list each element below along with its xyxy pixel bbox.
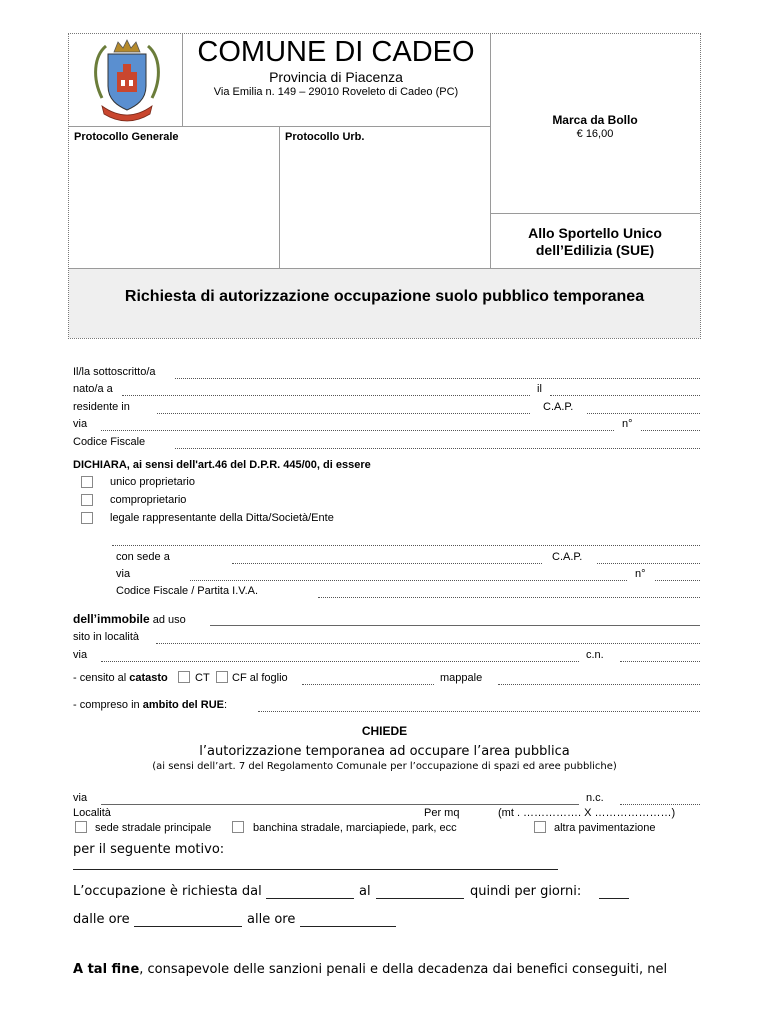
occupazione-label: L’occupazione è richiesta dal — [73, 884, 262, 899]
legale-rappresentante-label: legale rappresentante della Ditta/Società/Ente — [110, 512, 334, 524]
immobile-via-field[interactable] — [101, 661, 579, 662]
sottoscritto-label: Il/la sottoscritto/a — [73, 366, 156, 378]
immobile-uso-field[interactable] — [210, 625, 700, 626]
con-sede-label: con sede a — [116, 551, 170, 563]
immobile-label: dell’immobile ad uso — [73, 612, 186, 626]
ditta-field[interactable] — [112, 545, 700, 546]
divider — [279, 126, 280, 268]
ditta-cap-label: C.A.P. — [552, 551, 583, 563]
motivo-field[interactable] — [73, 869, 558, 870]
sportello-line1: Allo Sportello Unico — [528, 225, 662, 241]
foglio-field[interactable] — [302, 684, 434, 685]
motivo-label: per il seguente motivo: — [73, 842, 225, 857]
data-al-field[interactable] — [376, 898, 464, 899]
legale-rappresentante-checkbox[interactable] — [81, 512, 93, 524]
banchina-label: banchina stradale, marciapiede, park, ecc — [253, 822, 457, 834]
chiede-testo: l’autorizzazione temporanea ad occupare l’area pubblica — [199, 744, 570, 759]
ditta-via-label: via — [116, 568, 131, 580]
sito-localita-field[interactable] — [156, 643, 700, 644]
unico-proprietario-label: unico proprietario — [110, 476, 195, 488]
rue-field[interactable] — [258, 711, 700, 712]
ct-checkbox[interactable] — [178, 671, 190, 683]
cf-piva-field[interactable] — [318, 597, 700, 598]
nc-field[interactable] — [620, 804, 700, 805]
cf-checkbox[interactable] — [216, 671, 228, 683]
importo-bollo: € 16,00 — [576, 128, 614, 140]
area-localita-label: Località — [73, 807, 111, 819]
sottoscritto-field[interactable] — [175, 378, 700, 379]
sito-localita-label: sito in località — [73, 631, 140, 643]
provincia: Provincia di Piacenza — [269, 69, 403, 85]
area-via-label: via — [73, 792, 88, 804]
protocollo-urb-label: Protocollo Urb. — [285, 131, 365, 143]
codice-fiscale-label: Codice Fiscale — [73, 436, 146, 448]
sportello-line2: dell’Edilizia (SUE) — [535, 242, 655, 258]
indirizzo: Via Emilia n. 149 – 29010 Roveleto di Cadeo (PC) — [213, 86, 459, 98]
il-label: il — [537, 383, 542, 395]
via-field[interactable] — [101, 430, 614, 431]
dichiara-title: DICHIARA, ai sensi dell'art.46 del D.P.R. 445/00, di essere — [73, 459, 371, 471]
rue-label: - compreso in ambito del RUE: — [73, 699, 228, 711]
cf-foglio-label: CF al foglio — [232, 672, 288, 684]
sede-stradale-label: sede stradale principale — [95, 822, 212, 834]
data-dal-field[interactable] — [266, 898, 354, 899]
a-tal-fine-text: A tal fine, consapevole delle sanzioni penali e della decadenza dai benefici conseguiti, nel — [73, 962, 668, 977]
numero-label: n° — [622, 418, 633, 430]
per-mq-label: Per mq — [424, 807, 460, 819]
via-label: via — [73, 418, 88, 430]
unico-proprietario-checkbox[interactable] — [81, 476, 93, 488]
protocollo-generale-label: Protocollo Generale — [74, 131, 179, 143]
nato-label: nato/a a — [73, 383, 113, 395]
dalle-ore-field[interactable] — [134, 926, 242, 927]
alle-ore-field[interactable] — [300, 926, 396, 927]
comproprietario-label: comproprietario — [110, 494, 187, 506]
comune-title: COMUNE DI CADEO — [197, 36, 475, 68]
con-sede-field[interactable] — [232, 563, 542, 564]
ct-label: CT — [195, 672, 210, 684]
area-via-field[interactable] — [101, 804, 579, 805]
chiede-title: CHIEDE — [361, 724, 408, 738]
giorni-field[interactable] — [599, 898, 629, 899]
nc-label: n.c. — [586, 792, 604, 804]
divider — [69, 126, 490, 127]
data-nascita-field[interactable] — [550, 395, 700, 396]
chiede-riferimento: (ai sensi dell’art. 7 del Regolamento Comunale per l’occupazione di spazi ed aree pubbliche) — [152, 761, 617, 772]
immobile-via-label: via — [73, 649, 88, 661]
cn-field[interactable] — [620, 661, 700, 662]
residente-label: residente in — [73, 401, 130, 413]
cap-label: C.A.P. — [543, 401, 574, 413]
coat-of-arms-icon — [92, 38, 162, 122]
ditta-numero-field[interactable] — [655, 580, 700, 581]
residente-field[interactable] — [157, 413, 530, 414]
codice-fiscale-field[interactable] — [175, 448, 700, 449]
ditta-cap-field[interactable] — [597, 563, 700, 564]
giorni-label: quindi per giorni: — [470, 884, 582, 899]
catasto-label: - censito al catasto — [73, 672, 168, 684]
altra-pavimentazione-checkbox[interactable] — [534, 821, 546, 833]
dalle-ore-label: dalle ore — [73, 912, 130, 927]
comproprietario-checkbox[interactable] — [81, 494, 93, 506]
cf-piva-label: Codice Fiscale / Partita I.V.A. — [116, 585, 259, 597]
sede-stradale-checkbox[interactable] — [75, 821, 87, 833]
misure-label: (mt . ……………. X …………………) — [498, 807, 676, 819]
alle-ore-label: alle ore — [247, 912, 296, 927]
cap-field[interactable] — [587, 413, 700, 414]
numero-field[interactable] — [641, 430, 700, 431]
cn-label: c.n. — [586, 649, 604, 661]
al-label: al — [359, 884, 371, 899]
nato-field[interactable] — [122, 395, 530, 396]
ditta-numero-label: n° — [635, 568, 646, 580]
form-title: Richiesta di autorizzazione occupazione suolo pubblico temporanea — [124, 288, 645, 305]
marca-bollo-label: Marca da Bollo — [552, 113, 638, 127]
banchina-checkbox[interactable] — [232, 821, 244, 833]
ditta-via-field[interactable] — [190, 580, 627, 581]
altra-pavimentazione-label: altra pavimentazione — [554, 822, 656, 834]
divider — [490, 213, 700, 214]
mappale-field[interactable] — [498, 684, 700, 685]
mappale-label: mappale — [440, 672, 483, 684]
